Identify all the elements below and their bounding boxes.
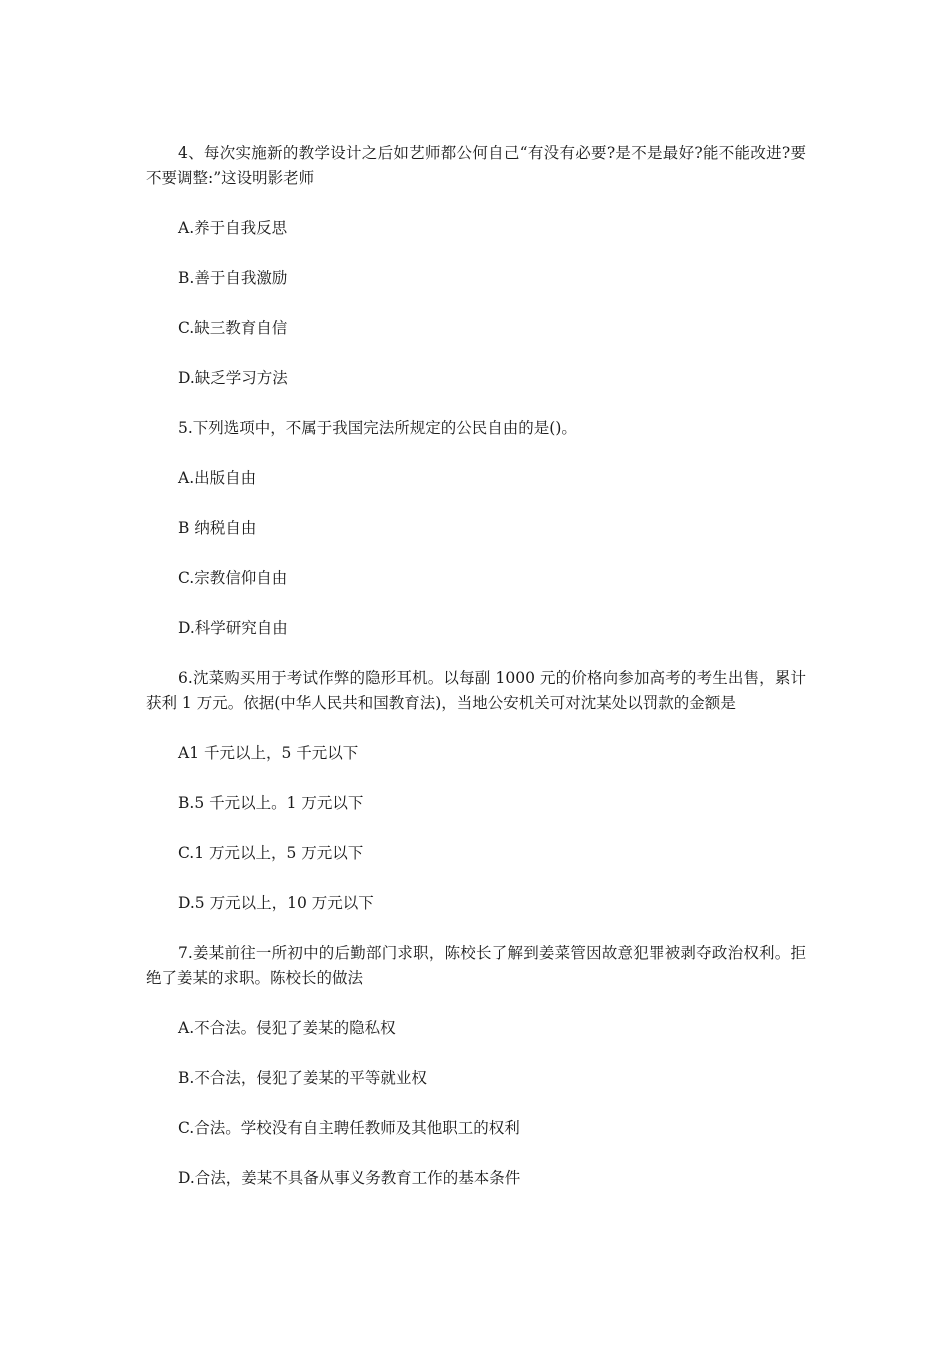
question-5-option-b: B 纳税自由 <box>178 519 257 537</box>
question-4: 4、每次实施新的教学设计之后如艺师都公何自己“有没有必要?是不是最好?能不能改进?要不要调整:”这设明影老师 <box>146 144 806 187</box>
question-6-option-d: D.5 万元以上，10 万元以下 <box>178 894 374 912</box>
question-6-option-b: B.5 千元以上。1 万元以下 <box>178 794 364 812</box>
question-5: 5.下列选项中，不属于我国完法所规定的公民自由的是()。 <box>178 419 577 437</box>
question-5-option-a: A.出版自由 <box>178 469 257 487</box>
question-6: 6.沈菜购买用于考试作弊的隐形耳机。以每副 1000 元的价格向参加高考的考生出售，累计获利 1 万元。依据(中华人民共和国教育法)，当地公安机关可对沈某处以罚款的金额是 <box>146 669 806 712</box>
document-body <box>146 141 806 1216</box>
question-7-option-a: A.不合法。侵犯了姜某的隐私权 <box>178 1019 396 1037</box>
question-6-option-a: A1 千元以上，5 千元以下 <box>178 744 359 762</box>
question-5-option-d: D.科学研究自由 <box>178 619 288 637</box>
question-4-option-b: B.善于自我激励 <box>178 269 288 287</box>
question-4-option-d: D.缺乏学习方法 <box>178 369 288 387</box>
question-5-option-c: C.宗教信仰自由 <box>178 569 288 587</box>
question-7-option-d: D.合法，姜某不具备从事义务教育工作的基本条件 <box>178 1169 521 1187</box>
question-7-option-c: C.合法。学校没有自主聘任教师及其他职工的权利 <box>178 1119 520 1137</box>
question-7: 7.姜某前往一所初中的后勤部门求职，陈校长了解到姜菜管因故意犯罪被剥夺政治权利。拒绝了姜某的求职。陈校长的做法 <box>146 944 806 987</box>
question-6-option-c: C.1 万元以上，5 万元以下 <box>178 844 364 862</box>
question-7-option-b: B.不合法，侵犯了姜某的平等就业权 <box>178 1069 427 1087</box>
question-4-option-c: C.缺三教育自信 <box>178 319 288 337</box>
question-4-option-a: A.养于自我反思 <box>178 219 288 237</box>
